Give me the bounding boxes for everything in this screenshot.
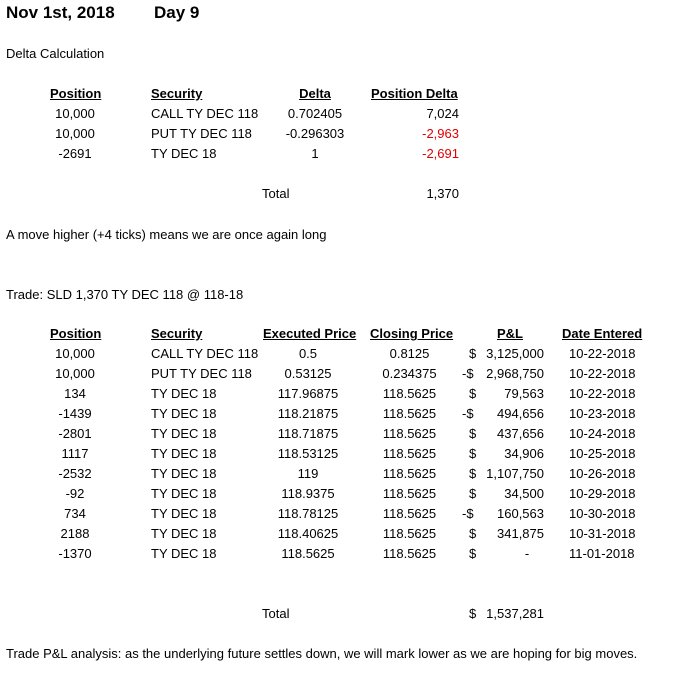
pnl-row (0, 426, 693, 446)
pnl-position: 134 (64, 386, 86, 401)
date-heading: Nov 1st, 2018 (6, 3, 115, 22)
delta-security: TY DEC 18 (151, 146, 217, 161)
pnl-row (0, 466, 693, 486)
pnl-row (0, 446, 693, 466)
delta-value: 0.702405 (287, 106, 343, 121)
pnl-security: TY DEC 18 (151, 526, 217, 541)
pnl-col-executed-price: Executed Price (263, 326, 357, 341)
pnl-date-entered: 10-29-2018 (569, 486, 636, 501)
pnl-position: 10,000 (55, 346, 95, 361)
pnl-date-entered: 10-23-2018 (569, 406, 636, 421)
pnl-date-entered: 10-31-2018 (569, 526, 636, 541)
delta-row (0, 106, 693, 126)
pnl-position: -2532 (58, 466, 92, 481)
pnl-security: CALL TY DEC 118 (151, 346, 259, 361)
pnl-currency: $ (469, 546, 477, 561)
delta-position-delta: 7,024 (426, 106, 459, 121)
pnl-executed-price: 118.78125 (277, 506, 339, 521)
pnl-row (0, 346, 693, 366)
delta-value: -0.296303 (285, 126, 345, 141)
pnl-security: TY DEC 18 (151, 546, 217, 561)
delta-col-security: Security (151, 86, 203, 101)
pnl-col-security: Security (151, 326, 203, 341)
pnl-date-entered: 10-24-2018 (569, 426, 636, 441)
pnl-executed-price: 118.53125 (277, 446, 339, 461)
pnl-executed-price: 117.96875 (277, 386, 339, 401)
delta-position: 10,000 (55, 126, 95, 141)
pnl-date-entered: 10-25-2018 (569, 446, 636, 461)
pnl-currency: $ (469, 486, 477, 501)
pnl-value: 494,656 (497, 406, 544, 421)
pnl-col-pnl: P&L (497, 326, 523, 341)
pnl-value: 79,563 (504, 386, 544, 401)
pnl-date-entered: 10-26-2018 (569, 466, 636, 481)
pnl-currency: -$ (462, 366, 474, 381)
pnl-currency: $ (469, 466, 477, 481)
delta-section-title: Delta Calculation (6, 46, 105, 61)
delta-position: -2691 (58, 146, 92, 161)
pnl-position: 1117 (61, 446, 89, 461)
pnl-security: TY DEC 18 (151, 406, 217, 421)
day-heading: Day 9 (154, 3, 200, 22)
pnl-date-entered: 10-30-2018 (569, 506, 636, 521)
pnl-value: 341,875 (497, 526, 544, 541)
pnl-currency: $ (469, 346, 477, 361)
pnl-executed-price: 0.53125 (284, 366, 332, 381)
pnl-analysis: Trade P&L analysis: as the underlying future settles down, we will mark lower as we are hoping for big moves. (6, 646, 638, 661)
pnl-currency: $ (469, 526, 477, 541)
pnl-closing-price: 118.5625 (382, 446, 437, 461)
pnl-value: 34,906 (504, 446, 544, 461)
pnl-closing-price: 118.5625 (382, 386, 437, 401)
delta-position-delta: -2,963 (422, 126, 459, 141)
pnl-executed-price: 118.9375 (281, 486, 335, 501)
pnl-currency: -$ (462, 506, 474, 521)
pnl-security: TY DEC 18 (151, 446, 217, 461)
delta-note: A move higher (+4 ticks) means we are once again long (6, 227, 327, 242)
pnl-position: -1439 (58, 406, 92, 421)
pnl-closing-price: 118.5625 (382, 466, 437, 481)
pnl-value: 2,968,750 (486, 366, 544, 381)
delta-col-delta: Delta (299, 86, 331, 101)
pnl-closing-price: 118.5625 (382, 486, 437, 501)
pnl-value: 34,500 (504, 486, 544, 501)
pnl-executed-price: 118.5625 (281, 546, 335, 561)
pnl-executed-price: 118.71875 (277, 426, 339, 441)
trade-line: Trade: SLD 1,370 TY DEC 118 @ 118-18 (6, 287, 244, 302)
pnl-row (0, 406, 693, 426)
pnl-security: TY DEC 18 (151, 466, 217, 481)
pnl-value: 437,656 (497, 426, 544, 441)
pnl-closing-price: 118.5625 (382, 546, 437, 561)
pnl-executed-price: 0.5 (298, 346, 318, 361)
pnl-total-value: 1,537,281 (486, 606, 544, 621)
delta-position: 10,000 (55, 106, 95, 121)
delta-position-delta: -2,691 (422, 146, 459, 161)
pnl-row (0, 526, 693, 546)
delta-row (0, 146, 693, 166)
pnl-date-entered: 10-22-2018 (569, 346, 636, 361)
delta-col-position-delta: Position Delta (371, 86, 458, 101)
pnl-position: 734 (64, 506, 86, 521)
pnl-row (0, 386, 693, 406)
pnl-position: -2801 (58, 426, 92, 441)
pnl-col-date-entered: Date Entered (562, 326, 643, 341)
pnl-security: PUT TY DEC 118 (151, 366, 252, 381)
delta-row (0, 126, 693, 146)
pnl-row (0, 366, 693, 386)
pnl-executed-price: 118.21875 (277, 406, 339, 421)
pnl-row (0, 546, 693, 566)
pnl-currency: $ (469, 426, 477, 441)
pnl-total-currency: $ (469, 606, 477, 621)
pnl-value: - (524, 546, 530, 561)
pnl-col-position: Position (50, 326, 102, 341)
pnl-total-label: Total (262, 606, 290, 621)
pnl-closing-price: 118.5625 (382, 406, 437, 421)
pnl-security: TY DEC 18 (151, 486, 217, 501)
pnl-value: 1,107,750 (486, 466, 544, 481)
pnl-executed-price: 119 (297, 466, 319, 481)
pnl-closing-price: 118.5625 (382, 526, 437, 541)
pnl-position: -92 (65, 486, 85, 501)
pnl-security: TY DEC 18 (151, 386, 217, 401)
pnl-executed-price: 118.40625 (277, 526, 339, 541)
delta-col-position: Position (50, 86, 102, 101)
pnl-date-entered: 10-22-2018 (569, 366, 636, 381)
pnl-closing-price: 0.234375 (382, 366, 437, 381)
pnl-date-entered: 11-01-2018 (569, 546, 635, 561)
pnl-date-entered: 10-22-2018 (569, 386, 636, 401)
pnl-closing-price: 118.5625 (382, 426, 437, 441)
delta-total-label: Total (262, 186, 290, 201)
delta-security: CALL TY DEC 118 (151, 106, 259, 121)
pnl-value: 3,125,000 (486, 346, 544, 361)
pnl-currency: $ (469, 446, 477, 461)
pnl-value: 160,563 (497, 506, 544, 521)
pnl-security: TY DEC 18 (151, 426, 217, 441)
pnl-security: TY DEC 18 (151, 506, 217, 521)
pnl-currency: -$ (462, 406, 474, 421)
pnl-position: 10,000 (55, 366, 95, 381)
pnl-position: -1370 (58, 546, 92, 561)
delta-value: 1 (311, 146, 319, 161)
pnl-closing-price: 0.8125 (389, 346, 430, 361)
pnl-position: 2188 (60, 526, 90, 541)
pnl-row (0, 506, 693, 526)
pnl-col-closing-price: Closing Price (370, 326, 454, 341)
pnl-currency: $ (469, 386, 477, 401)
pnl-row (0, 486, 693, 506)
delta-security: PUT TY DEC 118 (151, 126, 252, 141)
pnl-closing-price: 118.5625 (382, 506, 437, 521)
delta-total-value: 1,370 (426, 186, 459, 201)
